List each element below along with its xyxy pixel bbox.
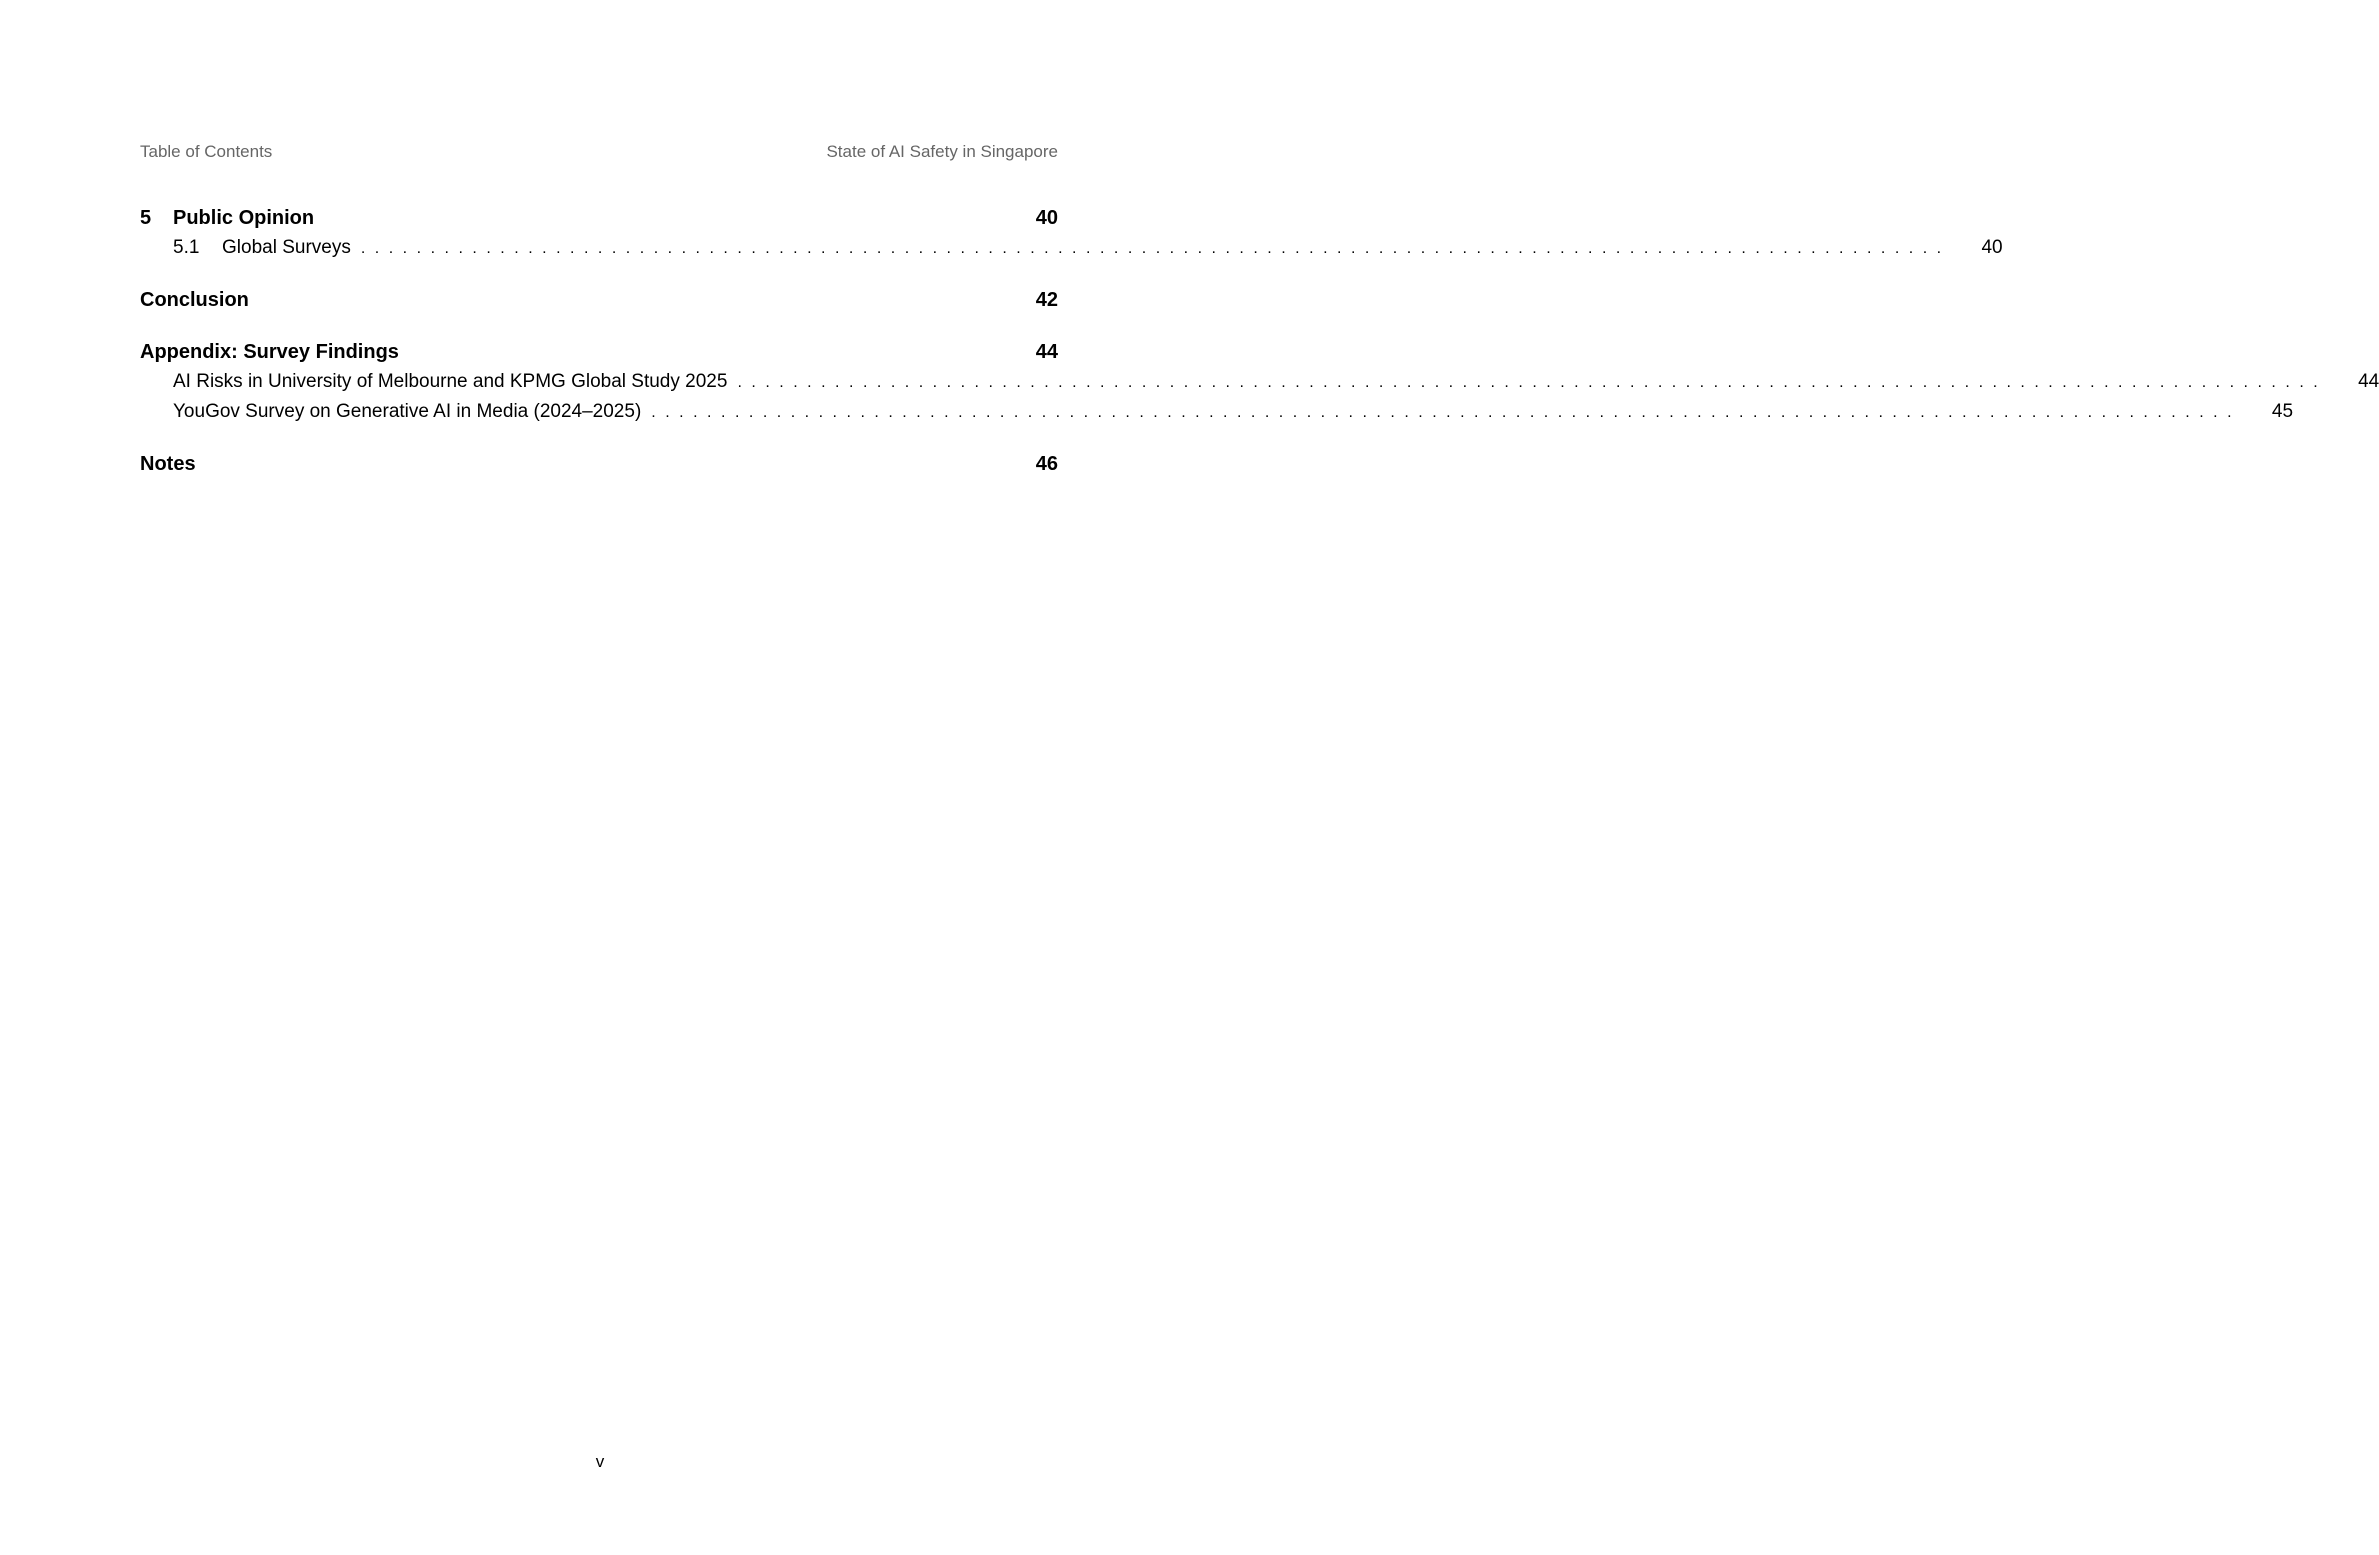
toc-chapter-notes[interactable]: [140, 449, 1058, 479]
page-number: v: [595, 1452, 605, 1471]
toc-section-global-surveys[interactable]: [140, 233, 2003, 263]
toc-chapter-conclusion[interactable]: [140, 285, 1058, 315]
toc-section-title: Global Surveys: [222, 237, 351, 258]
toc-chapter-appendix[interactable]: [140, 337, 1058, 367]
toc-page-number: 42: [1035, 289, 1058, 311]
toc-section-title: YouGov Survey on Generative AI in Media (2024–2025): [173, 401, 642, 422]
toc-chapter-title: Appendix: Survey Findings: [140, 341, 399, 363]
toc-page-number: 40: [1981, 237, 2003, 258]
dot-leader: ..................................................................................................................: [651, 404, 2242, 421]
toc-section-yougov-survey[interactable]: [140, 397, 2294, 427]
toc-page-number: 44: [1035, 341, 1058, 363]
toc-page-number: 40: [1035, 207, 1058, 229]
toc-chapter-title: Conclusion: [140, 289, 249, 311]
toc-section-ai-risks-study[interactable]: [140, 367, 2379, 397]
spacer: [140, 315, 1058, 337]
dot-leader: ..................................................................................................................: [737, 374, 2328, 391]
toc-page-number: 44: [2358, 371, 2379, 392]
spacer: [140, 427, 1058, 449]
toc-page-number: 45: [2271, 401, 2294, 422]
dot-leader: ..................................................................................................................: [360, 240, 1951, 257]
toc-section-number: 5.1: [173, 237, 200, 258]
toc-section-title: AI Risks in University of Melbourne and KPMG Global Study 2025: [173, 371, 728, 392]
running-header: [140, 142, 1058, 166]
toc-chapter-number: 5: [140, 207, 152, 229]
spacer: [140, 263, 1058, 285]
toc-chapter-title: Public Opinion: [173, 207, 315, 229]
toc-chapter-public-opinion[interactable]: [140, 203, 1058, 233]
header-section-title: Table of Contents: [140, 142, 273, 161]
toc-page-number: 46: [1035, 453, 1058, 475]
table-of-contents: [140, 203, 2379, 479]
toc-chapter-title: Notes: [140, 453, 196, 475]
header-document-title: State of AI Safety in Singapore: [826, 142, 1058, 161]
